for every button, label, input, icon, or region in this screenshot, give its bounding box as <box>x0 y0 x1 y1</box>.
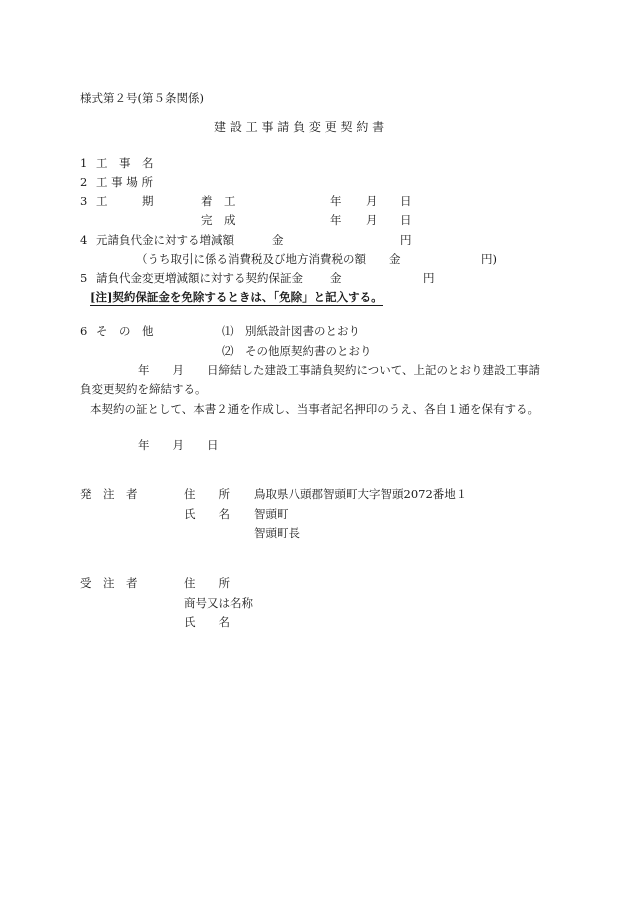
end-day: 日 <box>400 213 412 227</box>
signing-date: 年 月 日 <box>138 438 219 452</box>
item-5-number: 5 <box>80 271 88 285</box>
orderer-name: 智頭町 <box>254 507 289 521</box>
end-label: 完 成 <box>201 213 236 227</box>
agreement-paragraph-line1: 年 月 日締結した建設工事請負契約について、上記のとおり建設工事請 <box>138 363 541 377</box>
tax-yen: 円) <box>481 252 497 266</box>
tax-note: （うち取引に係る消費税及び地方消費税の額 <box>136 252 366 266</box>
item-6-sub1: ⑴ 別紙設計図書のとおり <box>222 324 360 338</box>
start-day: 日 <box>400 194 412 208</box>
item-6-sub2: ⑵ その他原契約書のとおり <box>222 344 372 358</box>
item-4-yen: 円 <box>400 233 412 247</box>
item-5-yen: 円 <box>423 271 435 285</box>
item-1-label: 工 事 名 <box>96 156 154 170</box>
contractor-address-label: 住 所 <box>184 576 230 590</box>
orderer-address-label: 住 所 <box>184 487 230 501</box>
item-6-label: そ の 他 <box>96 324 154 338</box>
item-2-label: 工 事 場 所 <box>96 175 153 189</box>
orderer-address: 鳥取県八頭郡智頭町大字智頭2072番地１ <box>254 487 468 501</box>
start-month: 月 <box>366 194 378 208</box>
exemption-note: [注]契約保証金を免除するときは、「免除」と記入する。 <box>90 290 383 304</box>
form-label: 様式第２号(第５条関係) <box>80 91 204 105</box>
item-3-number: 3 <box>80 194 88 208</box>
start-label: 着 工 <box>201 194 236 208</box>
item-6-number: 6 <box>80 324 88 338</box>
item-5-kin: 金 <box>330 271 342 285</box>
evidence-paragraph: 本契約の証として、本書２通を作成し、当事者記名押印のうえ、各自１通を保有する。 <box>90 402 539 416</box>
item-4-number: 4 <box>80 233 88 247</box>
item-4-label: 元請負代金に対する増減額 <box>96 233 234 247</box>
agreement-paragraph-line2: 負変更契約を締結する。 <box>80 382 207 396</box>
end-month: 月 <box>366 213 378 227</box>
item-1-number: 1 <box>80 156 88 170</box>
contractor-role: 受 注 者 <box>80 576 138 590</box>
item-4-kin: 金 <box>272 233 284 247</box>
contractor-company-label: 商号又は名称 <box>184 596 253 610</box>
tax-kin: 金 <box>389 252 401 266</box>
item-3-label: 工 期 <box>96 194 154 208</box>
end-year: 年 <box>330 213 342 227</box>
start-year: 年 <box>330 194 342 208</box>
orderer-name-label: 氏 名 <box>184 507 230 521</box>
document-title: 建 設 工 事 請 負 変 更 契 約 書 <box>214 120 385 134</box>
item-5-label: 請負代金変更増減額に対する契約保証金 <box>96 271 303 285</box>
contractor-name-label: 氏 名 <box>184 615 230 629</box>
orderer-title: 智頭町長 <box>254 526 300 540</box>
orderer-role: 発 注 者 <box>80 487 138 501</box>
item-2-number: 2 <box>80 175 88 189</box>
